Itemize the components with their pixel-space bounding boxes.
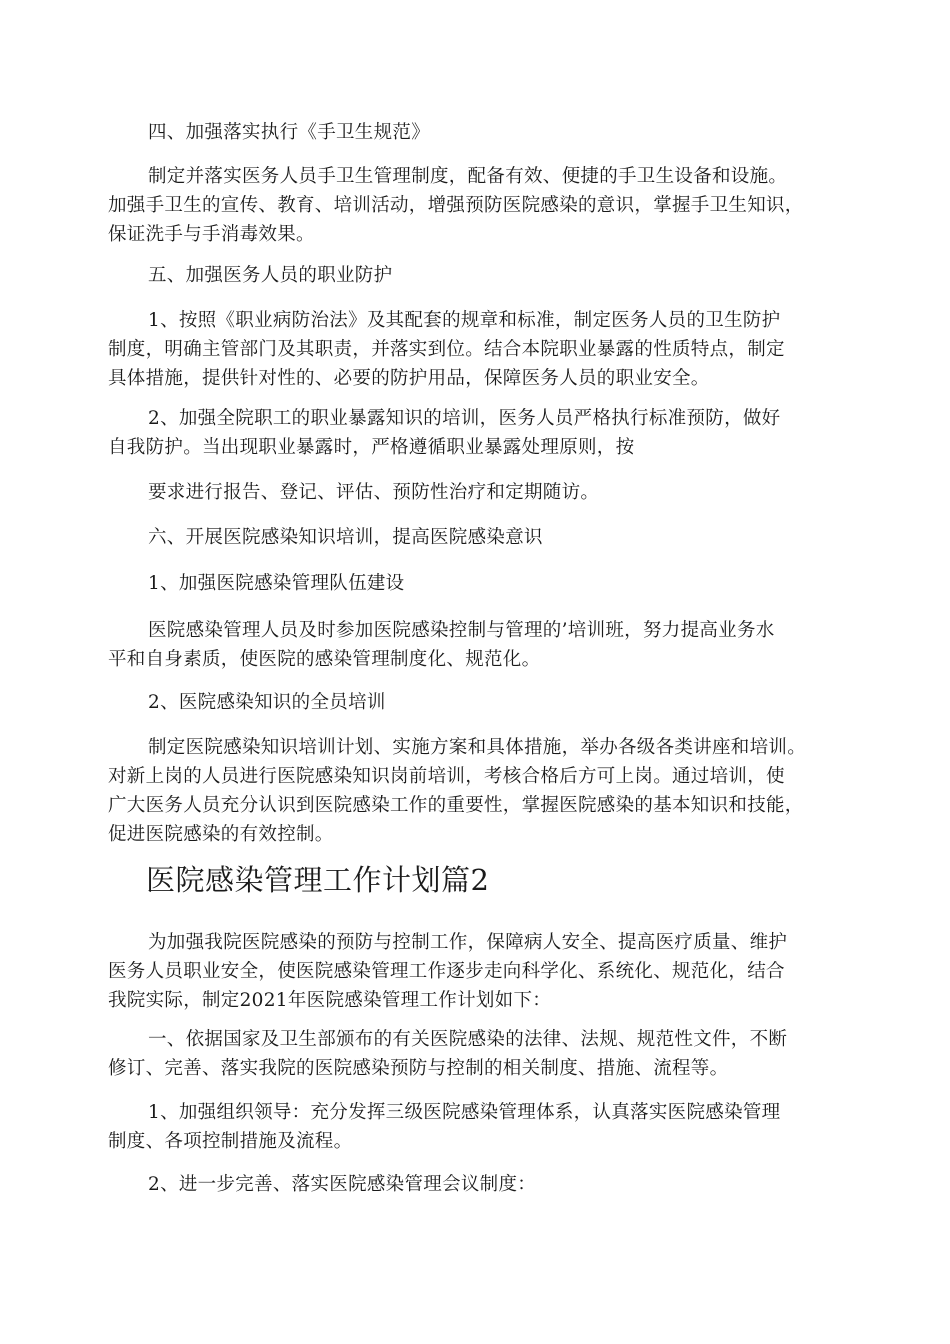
section6-heading: 六、开展医院感染知识培训，提高医院感染意识 [148,527,543,548]
section4-paragraph: 制定并落实医务人员手卫生管理制度，配备有效、便捷的手卫生设备和设施。 加强手卫生的宣传、教育、培训活动，增强预防医院感染的意识，掌握手卫生知识， 保证洗手与手消毒效果。 [108,166,804,245]
part2-item1-paragraph: 1、加强组织领导：充分发挥三级医院感染管理体系，认真落实医院感染管理 制度、各项控制措施及流程。 [108,1102,781,1152]
part2-point1-paragraph: 一、依据国家及卫生部颁布的有关医院感染的法律、法规、规范性文件，不断 修订、完善、落实我院的医院感染预防与控制的相关制度、措施、流程等。 [108,1029,788,1079]
section6-sub1-heading: 1、加强医院感染管理队伍建设 [148,573,405,594]
section4-heading: 四、加强落实执行《手卫生规范》 [148,122,431,143]
section5-heading: 五、加强医务人员的职业防护 [148,265,393,286]
section5-item2-paragraph: 2、加强全院职工的职业暴露知识的培训，医务人员严格执行标准预防，做好 自我防护。当出现职业暴露时，严格遵循职业暴露处理原则，按 [108,408,781,458]
section6-sub2-paragraph: 制定医院感染知识培训计划、实施方案和具体措施，举办各级各类讲座和培训。 对新上岗的人员进行医院感染知识岗前培训，考核合格后方可上岗。通过培训，使 广大医务人员充分认识到医院感染工作的重要性，掌握医院感染的基本知识和技能， 促进医院感染的有效控制。 [108,737,807,845]
part2-intro-paragraph: 为加强我院医院感染的预防与控制工作，保障病人安全、提高医疗质量、维护 医务人员职业安全，使医院感染管理工作逐步走向科学化、系统化、规范化，结合 我院实际，制定2021年医院感染管理工作计划如下： [108,932,788,1011]
section6-sub2-heading: 2、医院感染知识的全员培训 [148,692,386,713]
section5-item1-paragraph: 1、按照《职业病防治法》及其配套的规章和标准，制定医务人员的卫生防护 制度，明确主管部门及其职责，并落实到位。结合本院职业暴露的性质特点，制定 具体措施，提供针对性的、必要的防护用品，保障医务人员的职业安全。 [108,310,785,389]
section5-item2-continuation: 要求进行报告、登记、评估、预防性治疗和定期随访。 [148,482,600,503]
part2-item2-paragraph: 2、进一步完善、落实医院感染管理会议制度： [148,1174,537,1195]
part2-title: 医院感染管理工作计划篇2 [146,863,490,897]
section6-sub1-paragraph: 医院感染管理人员及时参加医院感染控制与管理的’培训班，努力提高业务水 平和自身素质，使医院的感染管理制度化、规范化。 [108,620,775,670]
